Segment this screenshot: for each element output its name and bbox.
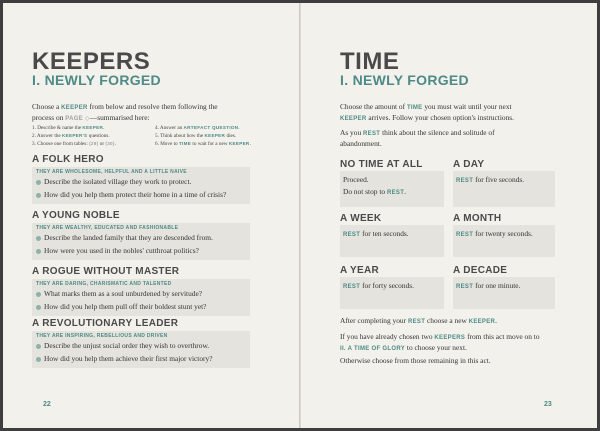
keeper-card	[32, 223, 250, 260]
page-subtitle: I. NEWLY FORGED	[340, 72, 469, 88]
time-option-text: REST for twenty seconds.	[456, 229, 533, 238]
left-page	[3, 3, 299, 428]
time-option-card	[453, 171, 555, 207]
time-option-title: A MONTH	[453, 213, 502, 224]
keeper-card	[32, 279, 250, 316]
step-item: 3. Choose one from tables: (29) or (30).	[32, 141, 117, 147]
page-subtitle: I. NEWLY FORGED	[32, 72, 161, 88]
page-number: 23	[544, 401, 552, 408]
time-option-title: A DECADE	[453, 265, 508, 276]
next-act-paragraph: If you have already chosen two KEEPERS from this act move on to II. A TIME OF GLORY to choose your next.	[340, 332, 540, 352]
keeper-question: How did you help them pull off their boldest stunt yet?	[36, 302, 206, 312]
keeper-tagline: THEY ARE DARING, CHARISMATIC AND TALENTED	[36, 281, 172, 287]
keeper-question: How were you used in the nobles' cutthroat politics?	[36, 246, 199, 256]
step-item: 2. Answer the KEEPER'S questions.	[32, 133, 110, 139]
intro-paragraph: Choose a KEEPER from below and resolve them following the process on PAGE ◇—summarised here:	[32, 102, 218, 122]
otherwise-paragraph: Otherwise choose from those remaining in this act.	[340, 356, 491, 365]
time-option-text: REST for five seconds.	[456, 175, 525, 184]
keeper-tagline: THEY ARE WEALTHY, EDUCATED AND FASHIONABLE	[36, 225, 179, 231]
keeper-question: Describe the isolated village they work to protect.	[36, 177, 191, 187]
keeper-card	[32, 167, 250, 204]
rest-paragraph: As you REST think about the silence and solitude of abandonment.	[340, 128, 495, 148]
keeper-question: Describe the unjust social order they wish to overthrow.	[36, 341, 209, 351]
act-link: II. A TIME OF GLORY	[340, 346, 406, 352]
after-rest-paragraph: After completing your REST choose a new KEEPER.	[340, 316, 498, 325]
bullet-icon	[36, 236, 41, 241]
keeper-title: A FOLK HERO	[32, 154, 104, 165]
bullet-icon	[36, 305, 41, 310]
bullet-icon	[36, 292, 41, 297]
time-option-text: REST for forty seconds.	[343, 281, 414, 290]
keeper-question: What marks them as a soul unburdened by servitude?	[36, 289, 202, 299]
steps-list-right	[155, 124, 280, 148]
step-item: 6. Move to TIME to wait for a new KEEPER.	[155, 141, 251, 147]
time-option-card	[453, 277, 555, 309]
time-option-title: A DAY	[453, 159, 485, 170]
right-page	[301, 3, 597, 428]
page-reference-icon: ◇	[84, 116, 90, 122]
time-option-title: NO TIME AT ALL	[340, 159, 423, 170]
keeper-question: How did you help them protect their home in a time of crisis?	[36, 190, 226, 200]
keeper-question: Describe the landed family that they are descended from.	[36, 233, 213, 243]
keeper-card	[32, 331, 250, 368]
keeper-title: A YOUNG NOBLE	[32, 210, 120, 221]
bullet-icon	[36, 357, 41, 362]
page-title: KEEPERS	[32, 48, 151, 75]
time-option-card	[453, 225, 555, 257]
time-option-text: Do not stop to REST.	[343, 187, 407, 196]
page-title: TIME	[340, 48, 400, 75]
page-number: 22	[43, 401, 51, 408]
bullet-icon	[36, 249, 41, 254]
keeper-title: A ROGUE WITHOUT MASTER	[32, 266, 180, 277]
steps-list-left	[32, 124, 142, 148]
bullet-icon	[36, 193, 41, 198]
time-option-title: A WEEK	[340, 213, 382, 224]
time-option-card	[340, 171, 444, 207]
step-item: 4. Answer an ARTEFACT QUESTION.	[155, 125, 240, 131]
step-item: 5. Think about how the KEEPER dies.	[155, 133, 237, 139]
step-item: 1. Describe & name the KEEPER.	[32, 125, 105, 131]
bullet-icon	[36, 344, 41, 349]
keeper-tagline: THEY ARE INSPIRING, REBELLIOUS AND DRIVEN	[36, 333, 168, 339]
time-option-text: REST for ten seconds.	[343, 229, 409, 238]
time-option-text: REST for one minute.	[456, 281, 521, 290]
bullet-icon	[36, 180, 41, 185]
time-option-card	[340, 225, 444, 257]
time-intro-paragraph: Choose the amount of TIME you must wait until your next KEEPER arrives. Follow your chosen option's instructions.	[340, 102, 514, 122]
time-option-card	[340, 277, 444, 309]
keeper-tagline: THEY ARE WHOLESOME, HELPFUL AND A LITTLE NAIVE	[36, 169, 187, 175]
keeper-question: How did you help them achieve their first major victory?	[36, 354, 213, 364]
keeper-title: A REVOLUTIONARY LEADER	[32, 318, 179, 329]
time-option-title: A YEAR	[340, 265, 380, 276]
time-option-text: Proceed.	[343, 175, 369, 184]
